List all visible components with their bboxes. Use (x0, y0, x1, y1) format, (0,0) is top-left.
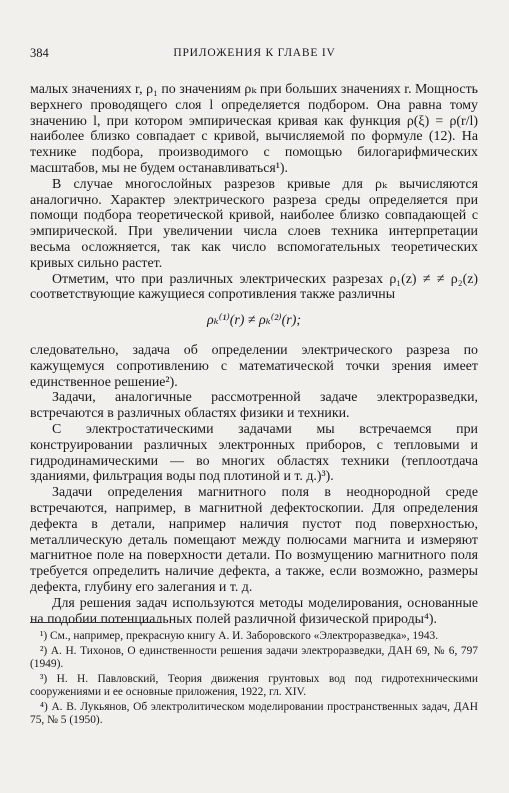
footnote: ²) А. Н. Тихонов, О единственности решения задачи электроразведки, ДАН 69, № 6, 797 (1949). (30, 645, 478, 670)
paragraph: Отметим, что при различных электрических разрезах ρ₁(z) ≠ ≠ ρ₂(z) соответствующие кажущиеся сопротивления также различны (30, 271, 478, 303)
paragraph: малых значениях r, ρ₁ по значениям ρₖ при больших значениях r. Мощность верхнего проводящего слоя l определяется подбором. Она равна тому значению l, при котором эмпирическая кривая как функция ρ(ξ) = ρ(r/l) наиболее близко совпадает с кривой, вычисляемой по формуле (12). На технике подбора, производимого с помощью билогарифмических масштабов, мы не будем останавливаться¹). (30, 82, 478, 176)
footnote-separator (30, 622, 162, 623)
main-text (30, 82, 478, 627)
paragraph: следовательно, задача об определении электрического разреза по кажущемуся сопротивлению с математической точки зрения имеет единственное решение²). (30, 342, 478, 390)
footnote: ³) Н. Н. Павловский, Теория движения грунтовых вод под гидротехническими сооружениями и ее основные приложения, 1922, гл. XIV. (30, 673, 478, 698)
formula: ρₖ⁽¹⁾(r) ≠ ρₖ⁽²⁾(r); (207, 313, 301, 329)
paragraph: С электростатическими задачами мы встречаемся при конструировании различных электронных приборов, с тепловыми и гидродинамическими — во многих областях техники (теплоотдача зданиями, фильтрация воды под плотиной и т. д.)³). (30, 421, 478, 485)
footnote: ¹) См., например, прекрасную книгу А. И. Заборовского «Электроразведка», 1943. (40, 630, 439, 642)
paragraph: В случае многослойных разрезов кривые для ρₖ вычисляются аналогично. Характер электрического разреза среды определяется при помощи подбора теоретической кривой, наиболее близко совпадающей с эмпирической. При увеличении числа слоев техника интерпретации весьма осложняется, так как число вспомогательных теоретических кривых сильно растет. (30, 176, 478, 271)
paragraph: Задачи, аналогичные рассмотренной задаче электроразведки, встречаются в различных областях физики и техники. (30, 390, 478, 422)
footnote: ⁴) А. В. Лукьянов, Об электролитическом моделировании пространственных задач, ДАН 75, № 5 (1950). (30, 701, 478, 726)
page-header (30, 46, 479, 64)
footnotes (30, 630, 478, 729)
paragraph: Для решения задач используются методы моделирования, основанные на подобии потенциальных полей различной физической природы⁴). (30, 595, 478, 627)
running-title: ПРИЛОЖЕНИЯ К ГЛАВЕ IV (173, 47, 336, 59)
paragraph: Задачи определения магнитного поля в неоднородной среде встречаются, например, в магнитной дефектоскопии. Для определения дефекта в детали, например наличия пустот под поверхностью, металлическую деталь помещают между полюсами магнита и измеряют магнитное поле на поверхности детали. По возмущению магнитного поля требуется определить наличие дефекта, а также, если возможно, размеры дефекта, глубину его залегания и т. д. (30, 485, 478, 595)
page-number: 384 (30, 46, 49, 60)
